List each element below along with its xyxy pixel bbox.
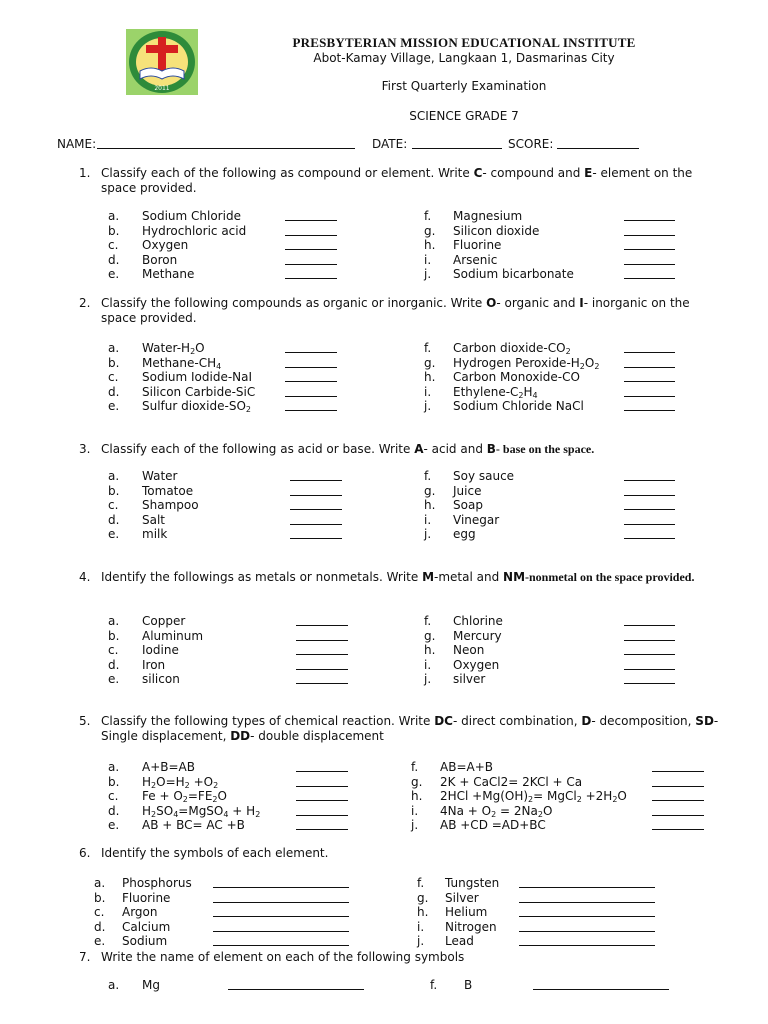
item-letter: a. (94, 876, 106, 890)
item-letter: f. (417, 876, 425, 890)
answer-blank[interactable] (285, 264, 337, 265)
item-text: silver (453, 672, 486, 687)
item-text: Sodium Iodide-NaI (142, 370, 253, 385)
item-text: Soy sauce (453, 469, 515, 483)
item-letter: j. (424, 527, 432, 542)
item-text: Tomatoe (142, 483, 194, 498)
question-number: 2. (79, 296, 91, 310)
item-letter: a. (108, 469, 120, 483)
item-text: Silver (445, 890, 479, 905)
item-letter: g. (424, 483, 436, 498)
item-text: Oxygen (453, 657, 500, 672)
item-text: Helium (445, 905, 488, 920)
instruction-text: - decomposition, (591, 714, 696, 728)
instruction-text: - organic and (496, 296, 580, 310)
answer-code: SD (695, 714, 714, 728)
answer-blank[interactable] (290, 524, 342, 525)
item-letter: f. (424, 341, 432, 355)
answer-blank[interactable] (519, 931, 655, 932)
answer-blank[interactable] (285, 278, 337, 279)
answer-blank[interactable] (285, 381, 337, 382)
item-letter: c. (108, 498, 119, 513)
answer-blank[interactable] (652, 800, 704, 801)
item-letter: e. (94, 934, 106, 949)
item-letter: d. (94, 919, 106, 934)
item-text: Calcium (122, 919, 171, 934)
instruction-text: Identify the followings as metals or nonmetals. Write (101, 570, 423, 584)
date-label: DATE: (372, 137, 408, 151)
item-letter: i. (411, 803, 419, 818)
answer-blank[interactable] (213, 902, 349, 903)
instruction-text: Identify the symbols of each element. (101, 846, 329, 860)
answer-blank[interactable] (624, 683, 675, 684)
item-letter: i. (424, 512, 432, 527)
instruction-text: Classify the following types of chemical reaction. Write (101, 714, 435, 728)
item-text: Methane-$CH_4$ (142, 355, 222, 371)
item-text: Fluorine (453, 238, 502, 253)
item-letter: h. (411, 789, 423, 804)
item-letter: b. (108, 774, 120, 789)
item-letter: b. (108, 355, 120, 370)
answer-blank[interactable] (624, 625, 675, 626)
item-letter: a. (108, 341, 120, 355)
item-text: Silicon Carbide-SiC (142, 384, 256, 399)
item-text: Shampoo (142, 498, 199, 513)
answer-blank[interactable] (519, 945, 655, 946)
item-text: Mercury (453, 628, 502, 643)
answer-blank[interactable] (290, 509, 342, 510)
question-number: 5. (79, 714, 91, 728)
answer-blank[interactable] (624, 235, 675, 236)
answer-blank[interactable] (624, 410, 675, 411)
instruction-text: - base on the space. (495, 442, 595, 456)
instruction-text: - inorganic on the space provided. (101, 296, 690, 325)
item-text: Water-$H_2O$ (142, 341, 205, 356)
instruction-text: - direct combination, (452, 714, 582, 728)
question-number: 4. (79, 570, 91, 584)
school-address: Abot-Kamay Village, Langkaan 1, Dasmarinas City (313, 51, 615, 65)
item-text: Carbon dioxide-$CO_2$ (453, 341, 571, 356)
answer-blank[interactable] (624, 669, 675, 670)
question-text (101, 442, 719, 457)
name-field[interactable] (97, 137, 355, 149)
item-letter: d. (108, 803, 120, 818)
item-text: B (464, 978, 473, 992)
item-text: Argon (122, 905, 158, 920)
answer-blank[interactable] (296, 640, 348, 641)
item-letter: b. (108, 223, 120, 238)
item-text: $H_2O=H_2 +O_2$ (142, 774, 219, 790)
item-letter: a. (108, 978, 120, 992)
exam-title: First Quarterly Examination (381, 79, 547, 93)
item-letter: b. (108, 628, 120, 643)
item-text: Methane (142, 267, 195, 282)
item-text: Juice (453, 483, 482, 498)
item-text: $2HCl +Mg(OH)_2=$ MgCl$_2$ $+2H_2O$ (440, 789, 627, 805)
answer-code: C (473, 166, 483, 180)
item-text: AB + BC= AC +B (142, 818, 245, 833)
answer-blank[interactable] (290, 495, 342, 496)
item-letter: j. (424, 267, 432, 282)
question-5 (79, 714, 719, 744)
item-letter: c. (108, 370, 119, 385)
item-letter: f. (424, 469, 432, 483)
item-letter: d. (108, 252, 120, 267)
answer-blank[interactable] (296, 800, 348, 801)
item-text: Neon (453, 643, 485, 658)
logo-year: 2011 (154, 85, 170, 92)
item-text: Hydrochloric acid (142, 223, 247, 238)
item-letter: b. (108, 483, 120, 498)
item-text: $4Na + O_2 = 2Na_2O$ (440, 803, 553, 819)
item-text: Iron (142, 657, 166, 672)
item-letter: c. (108, 789, 119, 804)
item-letter: b. (94, 890, 106, 905)
item-letter: i. (424, 657, 432, 672)
item-letter: c. (94, 905, 105, 920)
student-info-line (57, 137, 757, 153)
question-text (101, 570, 719, 585)
answer-blank[interactable] (213, 916, 349, 917)
item-text: AB=A+B (440, 760, 493, 774)
answer-blank[interactable] (624, 654, 675, 655)
instruction-text: Write the name of element on each of the following symbols (101, 950, 465, 964)
item-text: Fluorine (122, 890, 171, 905)
answer-blank[interactable] (285, 367, 337, 368)
item-letter: i. (417, 919, 425, 934)
item-letter: a. (108, 209, 120, 223)
answer-blank[interactable] (296, 669, 348, 670)
instruction-text: - acid and (423, 442, 487, 456)
item-letter: c. (108, 643, 119, 658)
item-letter: j. (417, 934, 425, 949)
item-letter: i. (424, 384, 432, 399)
answer-blank[interactable] (624, 264, 675, 265)
item-letter: f. (424, 209, 432, 223)
item-letter: i. (424, 252, 432, 267)
answer-blank[interactable] (285, 410, 337, 411)
item-letter: h. (424, 238, 436, 253)
answer-blank[interactable] (285, 396, 337, 397)
answer-blank[interactable] (519, 902, 655, 903)
answer-blank[interactable] (624, 367, 675, 368)
school-name: PRESBYTERIAN MISSION EDUCATIONAL INSTITUTE (292, 35, 636, 50)
answer-blank[interactable] (624, 538, 675, 539)
item-text: 2K + CaCl2= 2KCl + Ca (440, 774, 583, 789)
question-3 (79, 442, 719, 457)
answer-blank[interactable] (213, 945, 349, 946)
answer-blank[interactable] (624, 381, 675, 382)
answer-blank[interactable] (652, 829, 704, 830)
item-letter: g. (424, 223, 436, 238)
item-text: Water (142, 469, 178, 483)
answer-blank[interactable] (624, 480, 675, 481)
answer-blank[interactable] (285, 249, 337, 250)
item-text: Tungsten (445, 876, 500, 890)
instruction-text: Classify the following compounds as organic or inorganic. Write (101, 296, 487, 310)
item-text: egg (453, 527, 476, 542)
item-text: Vinegar (453, 512, 500, 527)
instruction-text: - double displacement (250, 729, 384, 743)
answer-blank[interactable] (296, 786, 348, 787)
answer-blank[interactable] (290, 538, 342, 539)
answer-blank[interactable] (652, 786, 704, 787)
item-letter: h. (417, 905, 429, 920)
item-letter: f. (424, 614, 432, 628)
question-number: 1. (79, 166, 91, 180)
answer-blank[interactable] (624, 396, 675, 397)
answer-code: DC (434, 714, 453, 728)
answer-blank[interactable] (285, 352, 337, 353)
answer-blank[interactable] (652, 815, 704, 816)
item-text: Magnesium (453, 209, 523, 223)
item-letter: d. (108, 384, 120, 399)
answer-blank[interactable] (285, 235, 337, 236)
item-text: Iodine (142, 643, 179, 658)
item-letter: d. (108, 512, 120, 527)
answer-code: E (584, 166, 593, 180)
item-text: Sodium (122, 934, 168, 949)
item-letter: c. (108, 238, 119, 253)
answer-code: M (422, 570, 435, 584)
question-text (101, 166, 719, 196)
item-letter: a. (108, 614, 120, 628)
instruction-text: - element on the space provided. (101, 166, 693, 195)
answer-blank[interactable] (213, 931, 349, 932)
item-text: Sodium Chloride (142, 209, 241, 223)
date-field[interactable] (412, 137, 502, 149)
item-text: Soap (453, 498, 483, 513)
item-text: $H_2SO_4=MgSO_4 + H_2$ (142, 803, 261, 819)
item-text: Hydrogen Peroxide-$H_2O_2$ (453, 355, 600, 371)
answer-code: B (486, 442, 496, 456)
question-7 (79, 950, 719, 965)
question-number: 3. (79, 442, 91, 456)
answer-code: I (579, 296, 584, 310)
item-letter: j. (424, 399, 432, 414)
item-letter: h. (424, 370, 436, 385)
item-text: Boron (142, 252, 178, 267)
answer-blank[interactable] (624, 249, 675, 250)
item-letter: g. (424, 628, 436, 643)
answer-code: D (581, 714, 592, 728)
item-text: milk (142, 527, 168, 542)
answer-blank[interactable] (624, 640, 675, 641)
name-label: NAME: (57, 137, 97, 151)
instruction-text: -nonmetal on the space provided. (525, 570, 695, 584)
item-text: Carbon Monoxide-CO (453, 370, 580, 385)
question-number: 7. (79, 950, 91, 964)
answer-blank[interactable] (624, 524, 675, 525)
item-text: Sodium Chloride NaCl (453, 399, 584, 414)
item-text: Salt (142, 512, 166, 527)
item-letter: f. (430, 978, 438, 992)
answer-blank[interactable] (519, 887, 655, 888)
instruction-text: -metal and (434, 570, 504, 584)
answer-blank[interactable] (519, 916, 655, 917)
item-text: silicon (142, 672, 180, 687)
score-field[interactable] (557, 137, 639, 149)
answer-blank[interactable] (624, 278, 675, 279)
answer-code: A (414, 442, 424, 456)
item-text: Arsenic (453, 252, 498, 267)
answer-blank[interactable] (290, 480, 342, 481)
question-text (101, 950, 719, 965)
instruction-text: - Single displacement, (101, 714, 719, 743)
answer-blank[interactable] (285, 220, 337, 221)
item-letter: j. (411, 818, 419, 833)
answer-code: DD (230, 729, 251, 743)
answer-blank[interactable] (296, 829, 348, 830)
answer-blank[interactable] (296, 625, 348, 626)
item-text: A+B=AB (142, 760, 195, 774)
answer-blank[interactable] (624, 220, 675, 221)
item-text: Lead (445, 934, 474, 949)
question-2 (79, 296, 719, 326)
item-text: AB +CD =AD+BC (440, 818, 546, 833)
item-letter: h. (424, 643, 436, 658)
question-number: 6. (79, 846, 91, 860)
answer-blank[interactable] (296, 815, 348, 816)
item-letter: e. (108, 399, 120, 414)
answer-blank[interactable] (228, 989, 364, 990)
item-text: Nitrogen (445, 919, 497, 934)
item-letter: e. (108, 672, 120, 687)
item-letter: a. (108, 760, 120, 774)
answer-code: O (486, 296, 497, 310)
item-letter: f. (411, 760, 419, 774)
instruction-text: Classify each of the following as compound or element. Write (101, 166, 474, 180)
item-text: Oxygen (142, 238, 189, 253)
score-label: SCORE: (508, 137, 554, 151)
question-text (101, 714, 719, 744)
item-text: Mg (142, 978, 160, 992)
answer-blank[interactable] (624, 495, 675, 496)
answer-blank[interactable] (533, 989, 669, 990)
item-letter: g. (424, 355, 436, 370)
subject-title: SCIENCE GRADE 7 (409, 109, 519, 123)
instruction-text: - compound and (482, 166, 585, 180)
item-letter: h. (424, 498, 436, 513)
item-letter: g. (417, 890, 429, 905)
item-text: Phosphorus (122, 876, 192, 890)
answer-blank[interactable] (296, 771, 348, 772)
answer-blank[interactable] (296, 654, 348, 655)
question-1 (79, 166, 719, 196)
item-text: Aluminum (142, 628, 204, 643)
item-text: Sodium bicarbonate (453, 267, 574, 282)
item-letter: g. (411, 774, 423, 789)
question-text (101, 296, 719, 326)
item-letter: e. (108, 527, 120, 542)
item-text: Silicon dioxide (453, 223, 540, 238)
item-letter: j. (424, 672, 432, 687)
answer-blank[interactable] (652, 771, 704, 772)
item-text: Ethylene-$C_2H_4$ (453, 384, 538, 400)
answer-blank[interactable] (624, 509, 675, 510)
answer-blank[interactable] (296, 683, 348, 684)
item-text: $Fe + O_2=FE_2O$ (142, 789, 227, 805)
item-text: Copper (142, 614, 186, 628)
answer-code: NM (503, 570, 526, 584)
item-text: Sulfur dioxide-$SO_2$ (142, 399, 251, 415)
item-text: Chlorine (453, 614, 503, 628)
item-letter: d. (108, 657, 120, 672)
answer-blank[interactable] (624, 352, 675, 353)
question-text (101, 846, 719, 861)
question-4 (79, 570, 719, 585)
question-6 (79, 846, 719, 861)
instruction-text: Classify each of the following as acid or base. Write (101, 442, 415, 456)
answer-blank[interactable] (213, 887, 349, 888)
item-letter: e. (108, 818, 120, 833)
item-letter: e. (108, 267, 120, 282)
